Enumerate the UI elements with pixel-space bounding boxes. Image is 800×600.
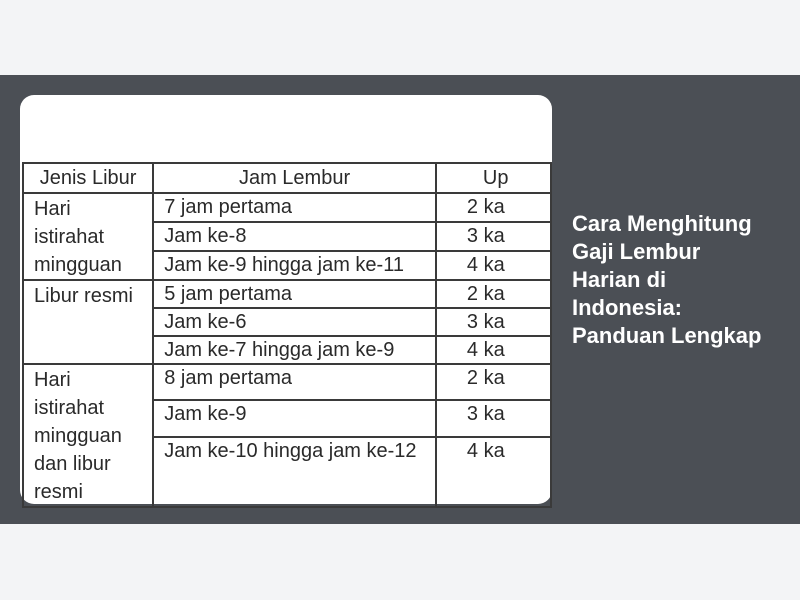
jenis-libur-cell: Hari istirahat mingguan: [23, 193, 153, 280]
header-jam-lembur: Jam Lembur: [153, 163, 436, 193]
table-row: [23, 193, 551, 222]
jam-lembur-cell: Jam ke-8: [153, 222, 436, 251]
upah-cell: 4 ka: [436, 336, 551, 364]
jam-lembur-cell: Jam ke-10 hingga jam ke-12: [153, 437, 436, 507]
upah-cell: 3 ka: [436, 222, 551, 251]
upah-cell: 3 ka: [436, 400, 551, 436]
table-row: [23, 364, 551, 400]
header-jenis-libur: Jenis Libur: [23, 163, 153, 193]
jenis-libur-cell: Libur resmi: [23, 280, 153, 364]
upah-cell: 2 ka: [436, 193, 551, 222]
upah-cell: 2 ka: [436, 280, 551, 308]
article-image-card[interactable]: [20, 95, 552, 504]
jam-lembur-cell: Jam ke-9 hingga jam ke-11: [153, 251, 436, 280]
table-header-row: [23, 163, 551, 193]
header-upah: Up: [436, 163, 551, 193]
upah-cell: 4 ka: [436, 251, 551, 280]
upah-cell: 2 ka: [436, 364, 551, 400]
upah-cell: 4 ka: [436, 437, 551, 507]
overtime-table: [22, 162, 552, 508]
jenis-libur-cell: Hari istirahat mingguan dan libur resmi: [23, 364, 153, 507]
jam-lembur-cell: Jam ke-9: [153, 400, 436, 436]
jam-lembur-cell: Jam ke-7 hingga jam ke-9: [153, 336, 436, 364]
table-row: [23, 280, 551, 308]
upah-cell: 3 ka: [436, 308, 551, 336]
jam-lembur-cell: Jam ke-6: [153, 308, 436, 336]
jam-lembur-cell: 7 jam pertama: [153, 193, 436, 222]
jam-lembur-cell: 5 jam pertama: [153, 280, 436, 308]
article-title[interactable]: Cara Menghitung Gaji Lembur Harian di Indonesia: Panduan Lengkap: [572, 211, 762, 348]
overtime-table-image: [20, 162, 552, 503]
hero-banner: [0, 75, 800, 524]
jam-lembur-cell: 8 jam pertama: [153, 364, 436, 400]
